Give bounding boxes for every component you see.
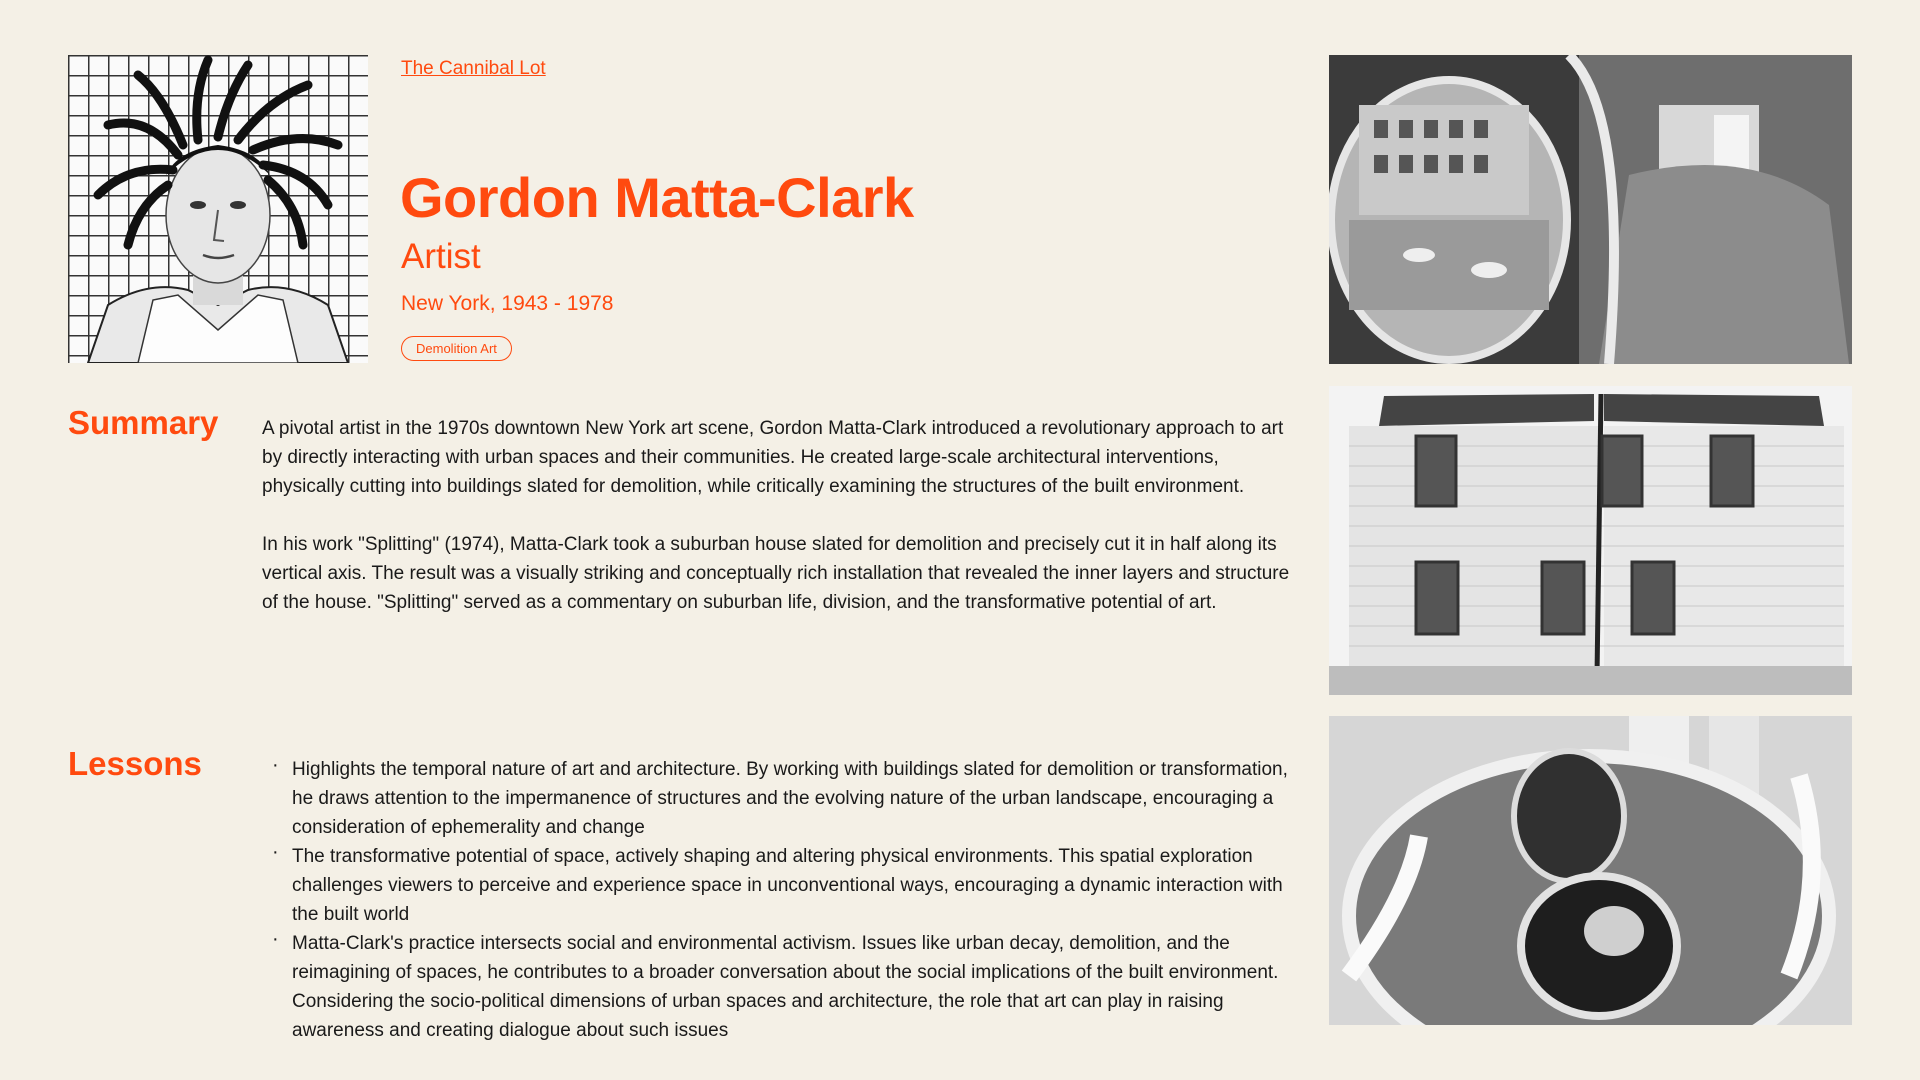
lessons-heading: Lessons	[68, 745, 202, 782]
summary-paragraph: In his work "Splitting" (1974), Matta-Clark took a suburban house slated for demolition and precisely cut it in half along its vertical axis. The result was a visually striking and conceptually rich installation that revealed the inner layers and structure of the house. "Splitting" served as a commentary on suburban life, division, and the transformative potential of art.	[262, 534, 1290, 613]
artist-portrait	[68, 55, 368, 363]
lesson-item: · Matta-Clark's practice intersects social and environmental activism. Issues like urban decay, demolition, and the reimagining of spaces, he contributes to a broader conversation about the social implications of the built environment. Considering the socio-political dimensions of urban spaces and architecture, the role that art can play in raising awareness and creating dialogue about such issues	[262, 929, 1292, 1045]
artist-origin: New York, 1943 - 1978	[401, 292, 614, 315]
lesson-item: · The transformative potential of space, actively shaping and altering physical environments. This spatial exploration challenges viewers to perceive and experience space in unconventional ways, encouraging a dynamic interaction with the built world	[262, 842, 1292, 929]
summary-text	[262, 414, 1292, 617]
photo-building-cut	[1329, 55, 1852, 364]
lessons-list	[262, 755, 1292, 1045]
photo-interior-cuts	[1329, 716, 1852, 1025]
summary-heading: Summary	[68, 404, 219, 441]
artist-role: Artist	[401, 237, 481, 276]
summary-paragraph: A pivotal artist in the 1970s downtown New York art scene, Gordon Matta-Clark introduced a revolutionary approach to art by directly interacting with urban spaces and their communities. He created large-scale architectural interventions, physically cutting into buildings slated for demolition, while critically examining the structures of the built environment.	[262, 418, 1284, 497]
artist-name: Gordon Matta-Clark	[400, 166, 914, 229]
site-link[interactable]: The Cannibal Lot	[401, 58, 546, 79]
tag-demolition-art[interactable]: Demolition Art	[401, 336, 512, 361]
photo-splitting-house	[1329, 386, 1852, 695]
lesson-item: · Highlights the temporal nature of art and architecture. By working with buildings slated for demolition or transformation, he draws attention to the impermanence of structures and the evolving nature of the urban landscape, encouraging a consideration of ephemerality and change	[262, 755, 1292, 842]
